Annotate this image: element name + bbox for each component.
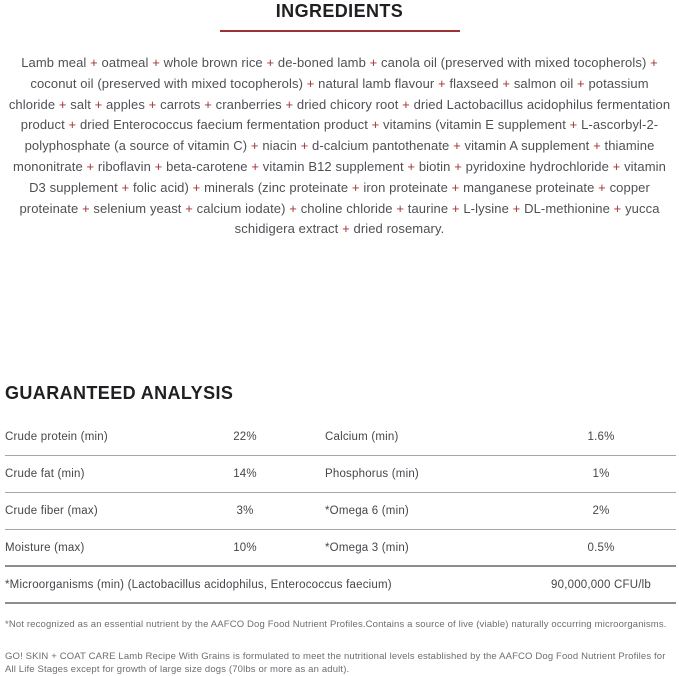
plus-separator: + — [508, 200, 525, 216]
plus-separator: + — [247, 158, 263, 174]
guaranteed-analysis-section — [5, 383, 676, 676]
plus-separator: + — [367, 117, 384, 133]
table-row — [5, 493, 676, 530]
nutrient-label: Calcium (min) — [325, 431, 399, 443]
nutrient-value: 22% — [233, 431, 257, 443]
plus-separator: + — [348, 179, 364, 195]
plus-separator: + — [398, 96, 414, 112]
plus-separator: + — [90, 96, 107, 112]
nutrient-label: *Omega 6 (min) — [325, 505, 409, 517]
plus-separator: + — [447, 179, 464, 195]
plus-separator: + — [247, 138, 263, 154]
nutrient-value: 1% — [592, 468, 610, 480]
guaranteed-analysis-heading: GUARANTEED ANALYSIS — [5, 383, 234, 403]
plus-separator: + — [188, 179, 205, 195]
plus-separator: + — [200, 96, 216, 112]
plus-separator: + — [450, 158, 466, 174]
plus-separator: + — [434, 75, 450, 91]
plus-separator: + — [403, 158, 419, 174]
nutrient-label: Phosphorus (min) — [325, 468, 419, 480]
table-row — [5, 419, 676, 456]
plus-separator: + — [392, 200, 408, 216]
nutrient-label: *Microorganisms (min) (Lactobacillus acidophilus, Enterococcus faecium) — [5, 578, 392, 591]
plus-separator: + — [296, 138, 313, 154]
nutrient-value: 14% — [233, 468, 257, 480]
table-row — [5, 530, 676, 567]
plus-separator: + — [181, 200, 197, 216]
plus-separator: + — [448, 200, 464, 216]
plus-separator: + — [78, 200, 94, 216]
plus-separator: + — [594, 179, 610, 195]
nutrient-value: 0.5% — [587, 541, 615, 554]
plus-separator: + — [565, 117, 582, 133]
nutrient-value: 10% — [233, 541, 257, 554]
nutrient-value: 3% — [236, 505, 254, 517]
plus-separator: + — [338, 221, 354, 237]
plus-separator: + — [449, 138, 465, 154]
plus-separator: + — [609, 200, 626, 216]
ingredients-header — [0, 0, 679, 32]
nutrient-value: 1.6% — [587, 431, 615, 443]
plus-separator: + — [498, 75, 514, 91]
ingredients-paragraph: Lamb meal + oatmeal + whole brown rice + de-boned lamb + canola oil (preserved with mixed tocopherols) + coconut oil (preserved with mixed tocopherols) + natural lamb flavour + flaxseed + salmon oil + potassium chloride + salt + apples + carrots + cranberries + dried chicory root + dried Lactobacillus acidophilus fermentation product + dried Enterococcus faecium fermentation product + vitamins (vitamin E supplement + L-ascorbyl-2-polyphosphate (a source of vitamin C) + niacin + d-calcium pantothenate + vitamin A supplement + thiamine mononitrate + riboflavin + beta-carotene + vitamin B12 supplement + biotin + pyridoxine hydrochloride + vitamin D3 supplement + folic acid) + minerals (zinc proteinate + iron proteinate + manganese proteinate + copper proteinate + selenium yeast + calcium iodate) + choline chloride + taurine + L-lysine + DL-methionine + yucca schidigera extract + dried rosemary. — [8, 55, 671, 237]
plus-separator: + — [281, 96, 297, 112]
plus-separator: + — [55, 96, 71, 112]
plus-separator: + — [117, 179, 133, 195]
plus-separator: + — [148, 55, 164, 70]
nutrient-value: 2% — [592, 505, 610, 517]
plus-separator: + — [573, 75, 589, 91]
nutrient-label: Crude fat (min) — [5, 468, 85, 480]
plus-separator: + — [144, 96, 161, 112]
plus-separator: + — [262, 55, 278, 70]
plus-separator: + — [86, 55, 102, 70]
plus-separator: + — [608, 158, 625, 174]
plus-separator: + — [285, 200, 301, 216]
nutrient-label: Moisture (max) — [5, 541, 85, 554]
formulation-statement-footnote: GO! SKIN + COAT CARE Lamb Recipe With Grains is formulated to meet the nutritional levels established by the AAFCO Dog Food Nutrient Profiles for All Life Stages except for growth of large size dogs (70lbs or more as an adult). — [5, 651, 666, 675]
plus-separator: + — [82, 158, 98, 174]
guaranteed-analysis-table — [5, 419, 676, 604]
nutrient-label: Crude protein (min) — [5, 431, 108, 443]
plus-separator: + — [303, 75, 319, 91]
ingredients-heading: INGREDIENTS — [275, 1, 404, 21]
plus-separator: + — [589, 138, 605, 154]
heading-underline-rule — [220, 30, 460, 32]
nutrient-label: *Omega 3 (min) — [325, 541, 409, 554]
plus-separator: + — [150, 158, 167, 174]
nutrient-value: 90,000,000 CFU/lb — [551, 578, 651, 591]
microorganisms-row — [5, 567, 676, 604]
plus-separator: + — [64, 117, 80, 133]
plus-separator: + — [365, 55, 382, 70]
nutrient-label: Crude fiber (max) — [5, 505, 98, 517]
plus-separator: + — [646, 55, 658, 70]
aafco-nutrient-footnote: *Not recognized as an essential nutrient by the AAFCO Dog Food Nutrient Profiles.Contains a source of live (viable) naturally occurring microorganisms. — [5, 619, 667, 630]
table-row — [5, 456, 676, 493]
